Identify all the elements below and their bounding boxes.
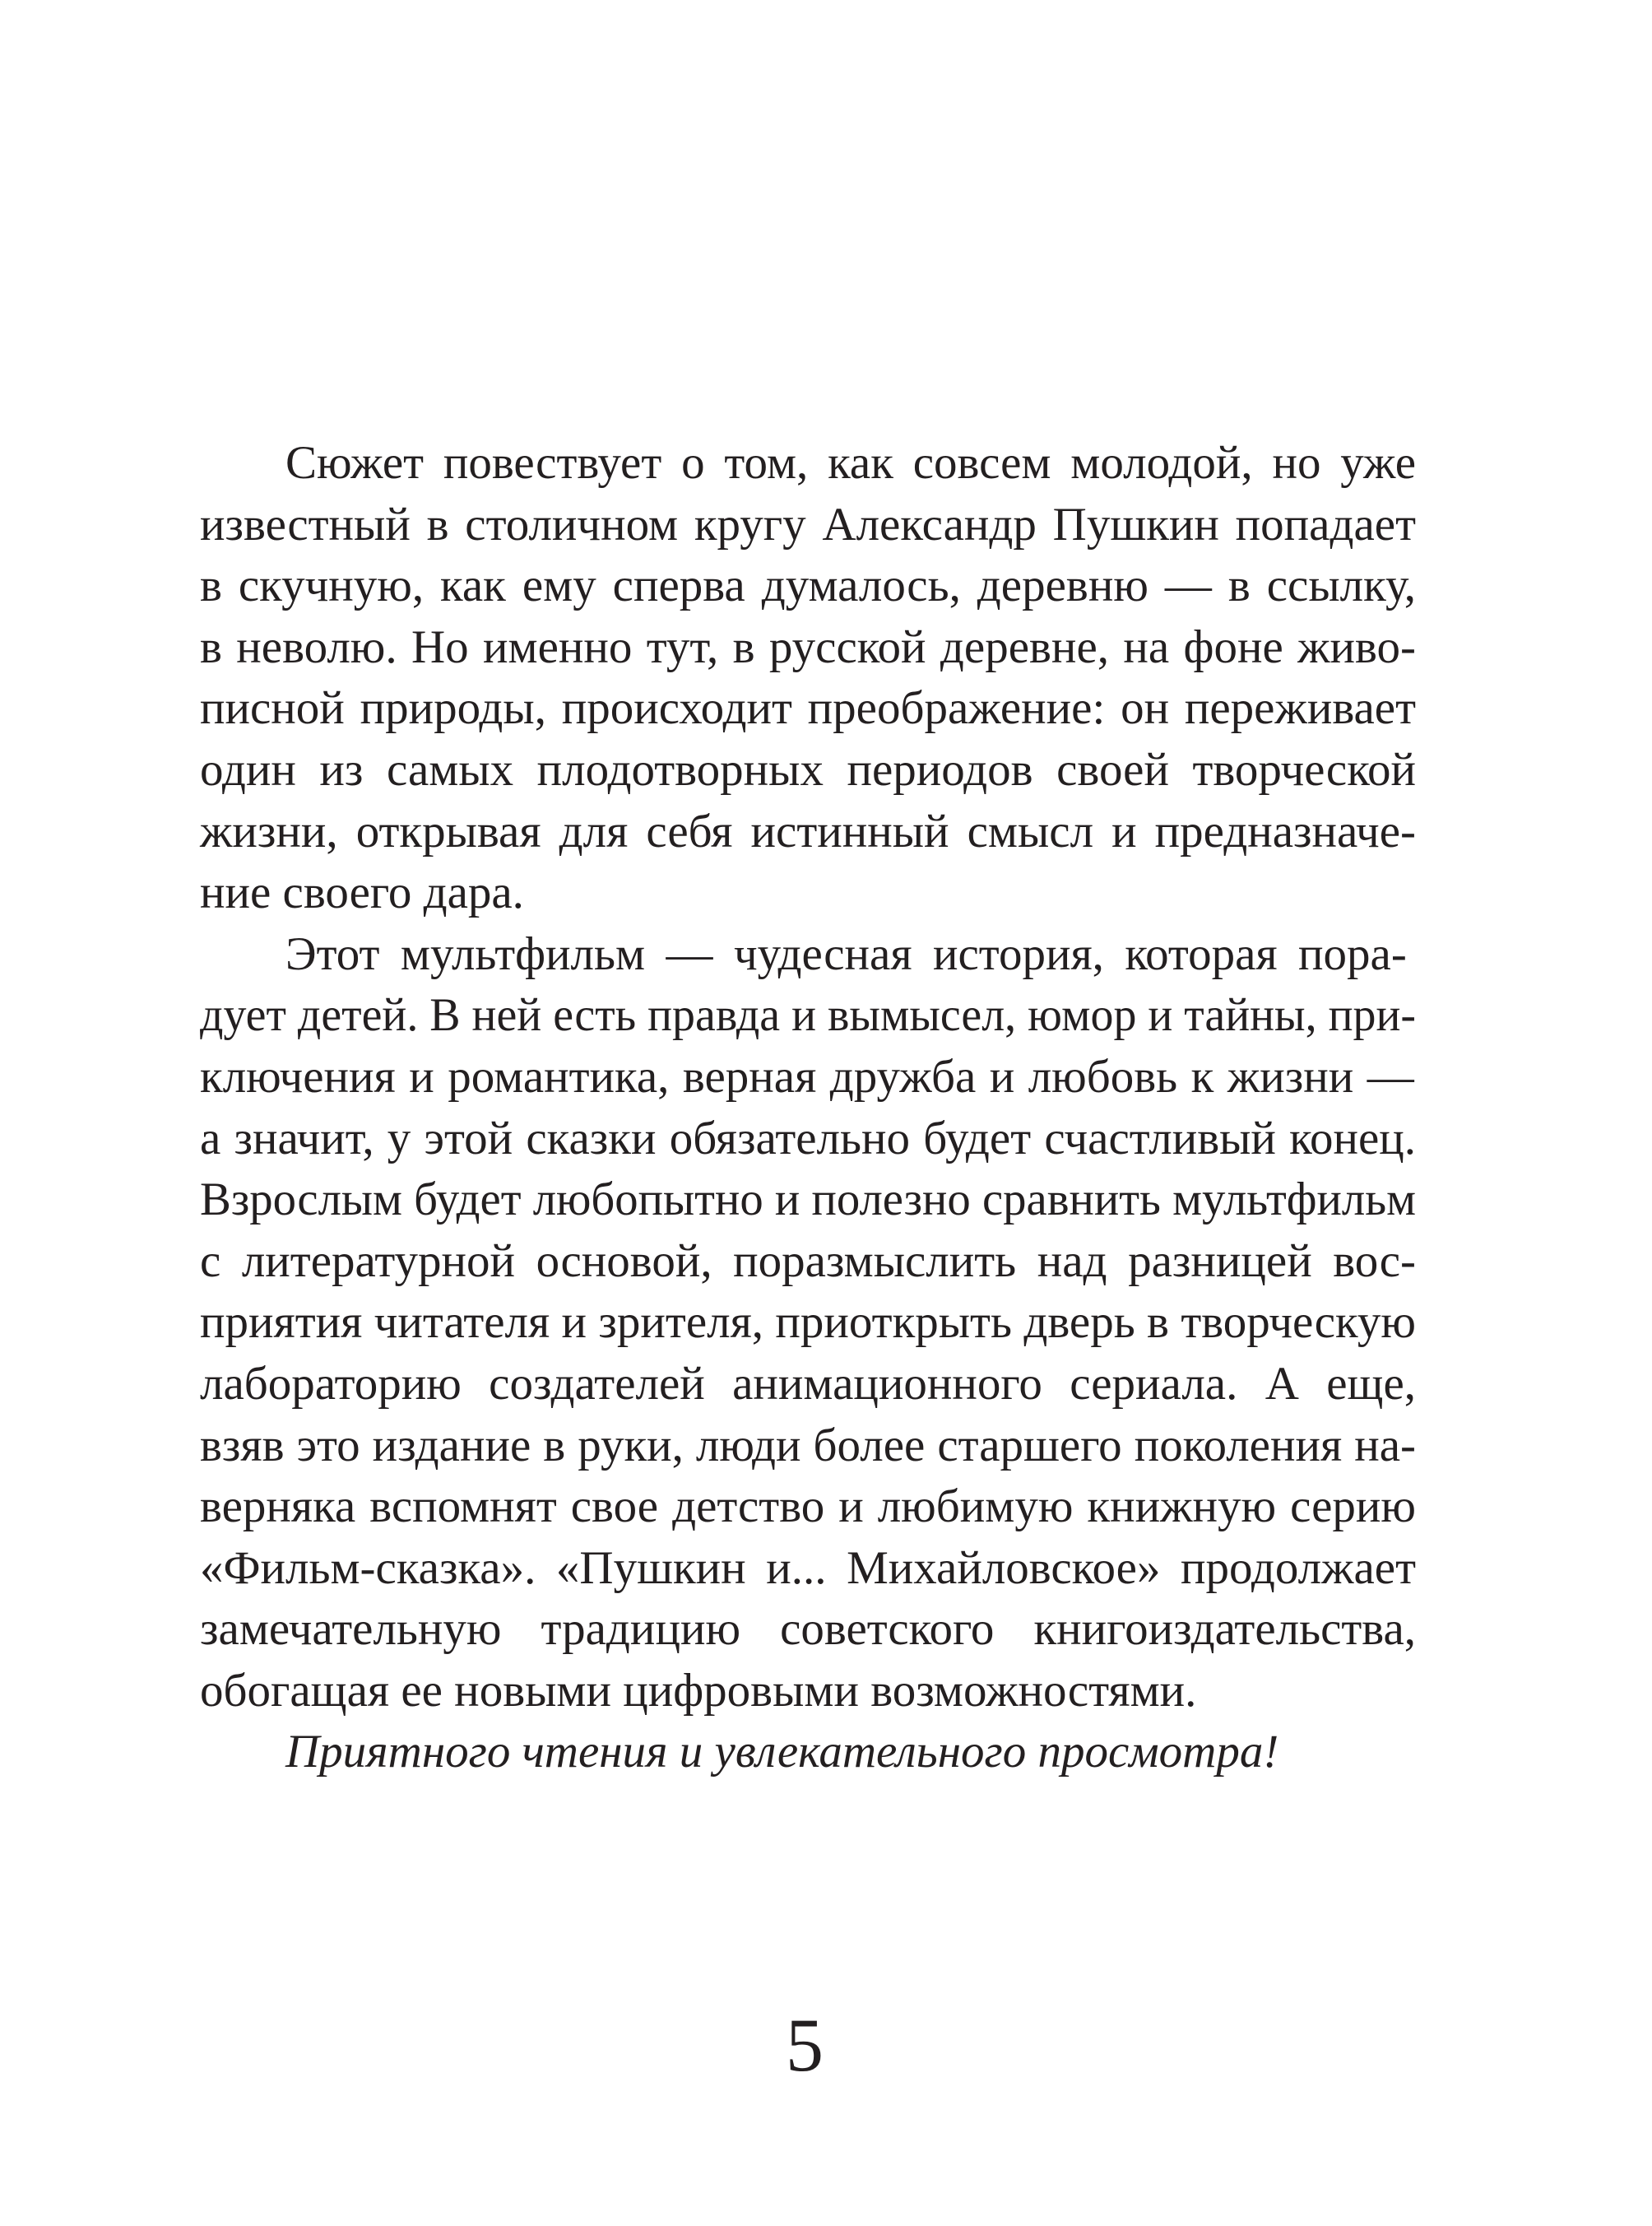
- text-line: [200, 678, 1416, 740]
- text-line-content: Этот мультфильм — чудесная история, которая пора-: [285, 927, 1407, 980]
- text-line: [200, 1538, 1416, 1600]
- text-line-content: приятия читателя и зрителя, приоткрыть дверь в творческую: [200, 1296, 1416, 1349]
- text-line: [200, 985, 1416, 1047]
- text-line-content: Сюжет повествует о том, как совсем молодой, но уже: [285, 437, 1416, 489]
- text-line: [200, 924, 1416, 986]
- text-line: [200, 1415, 1416, 1477]
- text-line: [200, 1108, 1416, 1170]
- text-line-content: «Фильм-сказка». «Пушкин и... Михайловское» продолжает: [200, 1541, 1416, 1594]
- text-line-content: известный в столичном кругу Александр Пушкин попадает: [200, 498, 1416, 551]
- text-line: [200, 1354, 1416, 1415]
- text-line: [200, 495, 1416, 556]
- text-line-content: в скучную, как ему сперва думалось, деревню — в ссылку,: [200, 560, 1416, 612]
- text-line: [200, 740, 1416, 802]
- text-line-content: Взрослым будет любопытно и полезно сравнить мультфильм: [200, 1173, 1416, 1226]
- text-line: [200, 617, 1416, 679]
- paragraph: [200, 924, 1416, 1722]
- text-line: [200, 1292, 1416, 1354]
- text-line-content: Приятного чтения и увлекательного просмотра!: [285, 1726, 1279, 1778]
- text-line-content: писной природы, происходит преображение: он переживает: [200, 682, 1416, 735]
- text-line: [200, 433, 1416, 495]
- text-line-content: дует детей. В ней есть правда и вымысел, юмор и тайны, при-: [200, 989, 1416, 1042]
- text-line-content: верняка вспомнят свое детство и любимую книжную серию: [200, 1480, 1416, 1533]
- text-line-content: в неволю. Но именно тут, в русской деревне, на фоне живо-: [200, 620, 1416, 673]
- text-line-content: с литературной основой, поразмыслить над разницей вос-: [200, 1234, 1416, 1287]
- text-line: [200, 1231, 1416, 1293]
- page-number: 5: [786, 2003, 824, 2087]
- text-line: [200, 862, 1416, 924]
- text-line: [200, 1169, 1416, 1231]
- text-line: [200, 802, 1416, 863]
- text-line-content: замечательную традицию советского книгоиздательства,: [200, 1603, 1416, 1656]
- paragraph: [200, 433, 1416, 924]
- text-line-content: взяв это издание в руки, люди более старшего поколения на-: [200, 1419, 1416, 1471]
- text-line: [200, 1047, 1416, 1108]
- text-line-content: а значит, у этой сказки обязательно будет счастливый конец.: [200, 1112, 1416, 1164]
- text-line-content: ключения и романтика, верная дружба и любовь к жизни —: [200, 1050, 1414, 1103]
- text-line: [200, 1599, 1416, 1661]
- text-line-content: лабораторию создателей анимационного сериала. А еще,: [200, 1357, 1416, 1410]
- text-line-content: ние своего дара.: [200, 867, 524, 919]
- closing-line: [200, 1722, 1416, 1783]
- text-line: [200, 1722, 1416, 1783]
- text-line-content: один из самых плодотворных периодов своей творческой: [200, 743, 1416, 796]
- body-text: [200, 433, 1416, 1783]
- text-line-content: обогащая ее новыми цифровыми возможностями.: [200, 1664, 1197, 1717]
- text-line: [200, 1661, 1416, 1722]
- text-line-content: жизни, открывая для себя истинный смысл и предназначе-: [200, 805, 1416, 857]
- text-line: [200, 1476, 1416, 1538]
- text-line: [200, 555, 1416, 617]
